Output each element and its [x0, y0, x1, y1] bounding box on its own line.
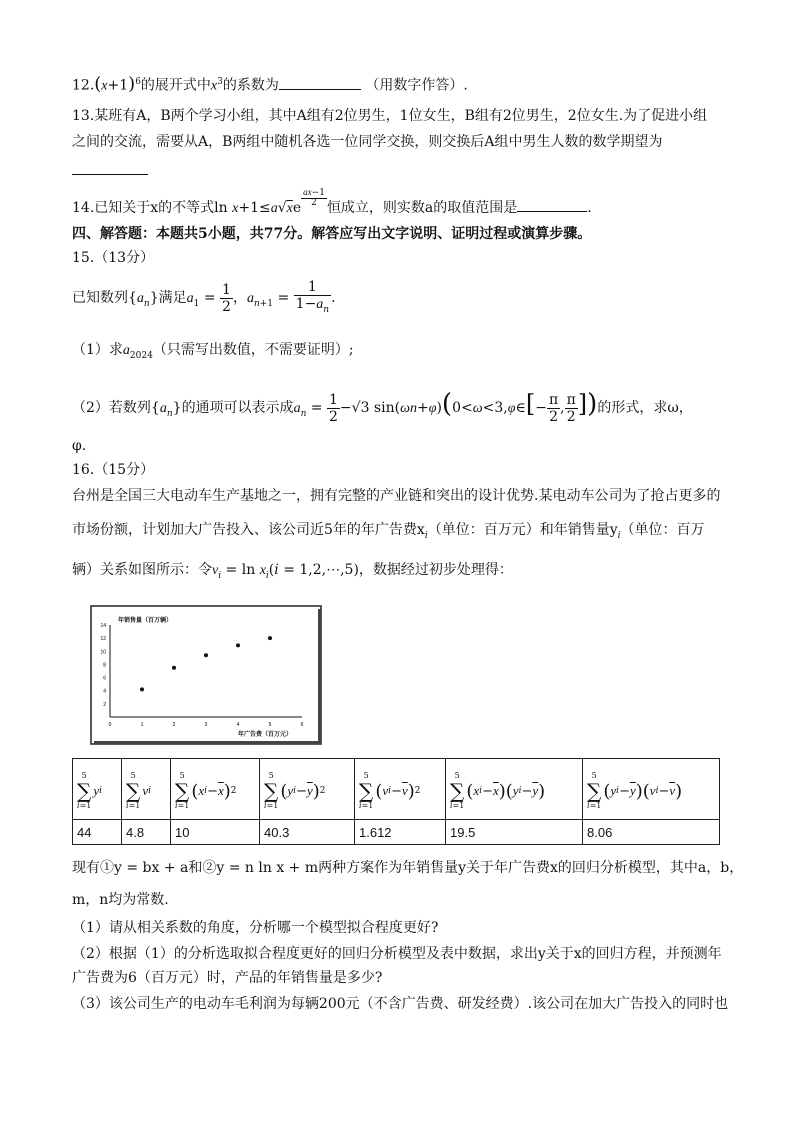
q15-header: 15.（13分） [72, 250, 155, 266]
x-tick-label: 0 [108, 722, 112, 728]
q16-sub3: （3）该公司生产的电动车毛利润为每辆200元（不含广告费、研发经费）.该公司在加大广告投入的同时也 [72, 996, 729, 1012]
x-tick-label: 2 [172, 722, 176, 728]
q15-part2: （2）若数列$\{a_n\}$的通项可以表示成$a_n$ = $\frac{1}{2}$ −√3 sin(ωn+φ)(0<ω<3,φ∈[− $\frac{\pi}{2}$ , $\frac{\pi}{2}$ ])的形式，求ω， [72, 389, 693, 425]
answer-blank-14 [517, 197, 587, 212]
x-tick-label: 1 [140, 722, 144, 728]
y-tick-label: 12 [100, 636, 106, 643]
q16-models2: m，n均为常数. [72, 892, 169, 908]
data-point [172, 666, 176, 670]
chart-title: 年销售量（百万辆） [118, 618, 173, 624]
q14-line: 14.已知关于x的不等式ln x+1≤a√xe $^{\frac{ax-1}{2}}$ 恒成立，则实数a的取值范围是 . [72, 187, 592, 217]
q16-line1: 台州是全国三大电动车生产基地之一，拥有完整的产业链和突出的设计优势.某电动车公司为了抢占更多的 [72, 488, 721, 504]
data-point [268, 636, 272, 640]
y-tick-label: 8 [103, 662, 106, 669]
q13-line1: 13.某班有A，B两个学习小组，其中A组有2位男生，1位女生，B组有2位男生，2位女生.为了促进小组 [72, 108, 708, 124]
y-tick-label: 4 [103, 688, 106, 695]
q13-line2: 之间的交流，需要从A，B两组中随机各选一位同学交换，则交换后A组中男生人数的数学期望为 [72, 134, 663, 150]
q12-line: $12.(x+1)^6$的展开式中$x^3$的系数为 （用数字作答）. [72, 73, 468, 95]
col-sum-y: 5 ∑ i=1 y i [73, 759, 122, 820]
data-point [140, 687, 144, 691]
q16-sub2: （2）根据（1）的分析选取拟合程度更好的回归分析模型及表中数据，求出y关于x的回归方程，并预测年 [72, 946, 722, 962]
table-cell: 8.06 [583, 820, 720, 845]
q15-part1: （1）求$a_{2024}$（只需写出数值，不需要证明）; [72, 342, 354, 361]
table-cell: 1.612 [355, 820, 446, 845]
chart-xlabel: 年广告费（百万元） [238, 732, 293, 738]
y-tick-label: 6 [103, 675, 106, 682]
table-cell: 40.3 [260, 820, 355, 845]
col-sum-xy-dev: 5 ∑ i=1 ( x i − $\overline{x}$ )( y i − $\overline{y}$ ) [446, 759, 583, 820]
q16-line2: 市场份额，计划加大广告投入、该公司近5年的年广告费$x_i$（单位：百万元）和年销售量$y_i$（单位：百万 [72, 522, 705, 541]
table-cell: 10 [171, 820, 260, 845]
y-tick-label: 2 [103, 701, 106, 708]
scatter-chart [90, 605, 322, 745]
y-tick-label: 14 [100, 623, 106, 629]
x-tick-label: 5 [268, 722, 272, 728]
q13-blank-line [72, 160, 148, 181]
col-sum-y-dev-sq: 5 ∑ i=1 ( y i − $\overline{y}$ ) 2 [260, 759, 355, 820]
table-value-row [73, 820, 720, 845]
table-cell: 4.8 [122, 820, 171, 845]
answer-blank-12 [279, 75, 361, 90]
summary-table [72, 758, 720, 845]
col-sum-v-dev-sq: 5 ∑ i=1 ( v i − $\overline{v}$ ) 2 [355, 759, 446, 820]
q15-part2-end: φ. [72, 438, 87, 454]
data-point [204, 653, 208, 657]
q16-line3: 辆）关系如图所示：令$v_i = \ln x_i(i$ = 1,2,⋯,5)，数据经过初步处理得： [72, 562, 513, 581]
q16-sub2b: 广告费为6（百万元）时，产品的年销售量是多少? [72, 970, 383, 986]
q15-intro: 已知数列$\{a_n\}$满足$a_1$ = $\frac{1}{2}$ ，$a_{n+1}$ = $\frac{1}{1-a_n}$ . [72, 278, 336, 315]
x-tick-label: 6 [300, 722, 304, 728]
col-sum-v: 5 ∑ i=1 v i [122, 759, 171, 820]
table-cell: 19.5 [446, 820, 583, 845]
table-cell: 44 [73, 820, 122, 845]
section-heading: 四、解答题：本题共5小题，共77分。解答应写出文字说明、证明过程或演算步骤。 [72, 226, 592, 242]
q16-header: 16.（15分） [72, 462, 155, 478]
col-sum-yv-dev: 5 ∑ i=1 ( y i − $\overline{y}$ )( v i − $\overline{v}$ ) [583, 759, 720, 820]
data-point [236, 643, 240, 647]
x-tick-label: 4 [236, 722, 240, 728]
q16-models: 现有①y = bx + a和②y = n ln x + m两种方案作为年销售量y关于年广告费x的回归分析模型，其中a，b， [72, 860, 744, 876]
x-tick-label: 3 [204, 722, 208, 728]
answer-blank-13 [72, 160, 148, 175]
y-tick-label: 10 [100, 649, 106, 656]
q16-sub1: （1）请从相关系数的角度，分析哪一个模型拟合程度更好? [72, 920, 439, 936]
col-sum-x-dev-sq: 5 ∑ i=1 ( x i − $\overline{x}$ ) 2 [171, 759, 260, 820]
table-header-row [73, 759, 720, 820]
